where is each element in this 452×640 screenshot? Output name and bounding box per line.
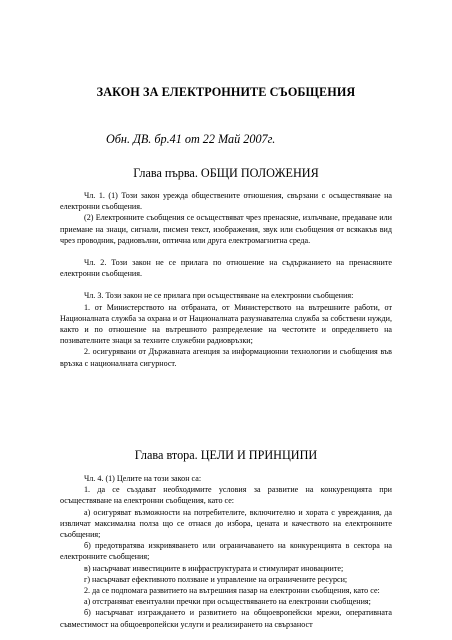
art1-para1: Чл. 1. (1) Този закон урежда обществените отношения, свързани с осъществяване на електронни съобщения.	[60, 191, 392, 212]
art4-item2: 2. да се подпомага развитието на вътрешния пазар на електронни съобщения, като се:	[84, 586, 380, 596]
publication-line: Обн. ДВ. бр.41 от 22 Май 2007г.	[106, 132, 276, 146]
art4-item1d: г) насърчават ефективното ползване и управление на ограничените ресурси;	[84, 574, 348, 584]
art4-item2b: б) насърчават изграждането и развитието на общоевропейски мрежи, оперативната съвместимост на общоевропейски услуги и реализирането на свързаност	[60, 608, 392, 629]
art4-item1a: а) осигуряват възможности на потребителите, включително и хората с увреждания, да извличат максимална полза що се отнася до избора, цената и качеството на електронните съобщения;	[60, 507, 392, 540]
art4-item2a: а) отстраняват евентуални пречки при осъществяването на електронни съобщения;	[84, 597, 371, 607]
art3-item1: 1. от Министерството на отбраната, от Министерството на вътрешните работи, от Националната служба за охрана и от Националната разузнавателна служба за собствени нужди, както и по отношение на вътрешното разпределение на честотите и определянето на позивателните знаци за техните служебни радиовръзки;	[60, 302, 392, 346]
chapter-1-heading: Глава първа. ОБЩИ ПОЛОЖЕНИЯ	[133, 166, 319, 180]
art4-item1c: в) насърчават инвестициите в инфраструктурата и стимулират иновациите;	[84, 563, 344, 573]
articles-block-1	[60, 190, 392, 369]
art4-para1: Чл. 4. (1) Целите на този закон са:	[84, 474, 202, 483]
art4-item1b: б) предотвратява изкривяването или ограничаването на конкуренцията в сектора на електронните съобщения;	[60, 541, 392, 562]
art4-item1: 1. да се създават необходимите условия за развитие на конкуренцията при осъществяване на електронни съобщения, като се:	[60, 485, 392, 506]
chapter-2-heading: Глава втора. ЦЕЛИ И ПРИНЦИПИ	[134, 448, 318, 462]
art2-para: Чл. 2. Този закон не се прилага по отношение на съдържанието на пренасяните електронни съобщения.	[60, 258, 392, 279]
art3-item2: 2. осигурявани от Държавната агенция за информационни технологии и съобщения във връзка с националната сигурност.	[60, 347, 392, 368]
art1-para2: (2) Електронните съобщения се осъществяват чрез пренасяне, излъчване, предаване или приемане на знаци, сигнали, писмен текст, изображения, звук или съобщения от всякакъв вид чрез проводник, радиовълни, оптична или друга електромагнитна среда.	[60, 213, 392, 245]
art3-para1: Чл. 3. Този закон не се прилага при осъществяване на електронни съобщения:	[84, 291, 354, 301]
articles-block-2	[60, 473, 392, 630]
law-title: ЗАКОН ЗА ЕЛЕКТРОННИТЕ СЪОБЩЕНИЯ	[96, 85, 356, 99]
